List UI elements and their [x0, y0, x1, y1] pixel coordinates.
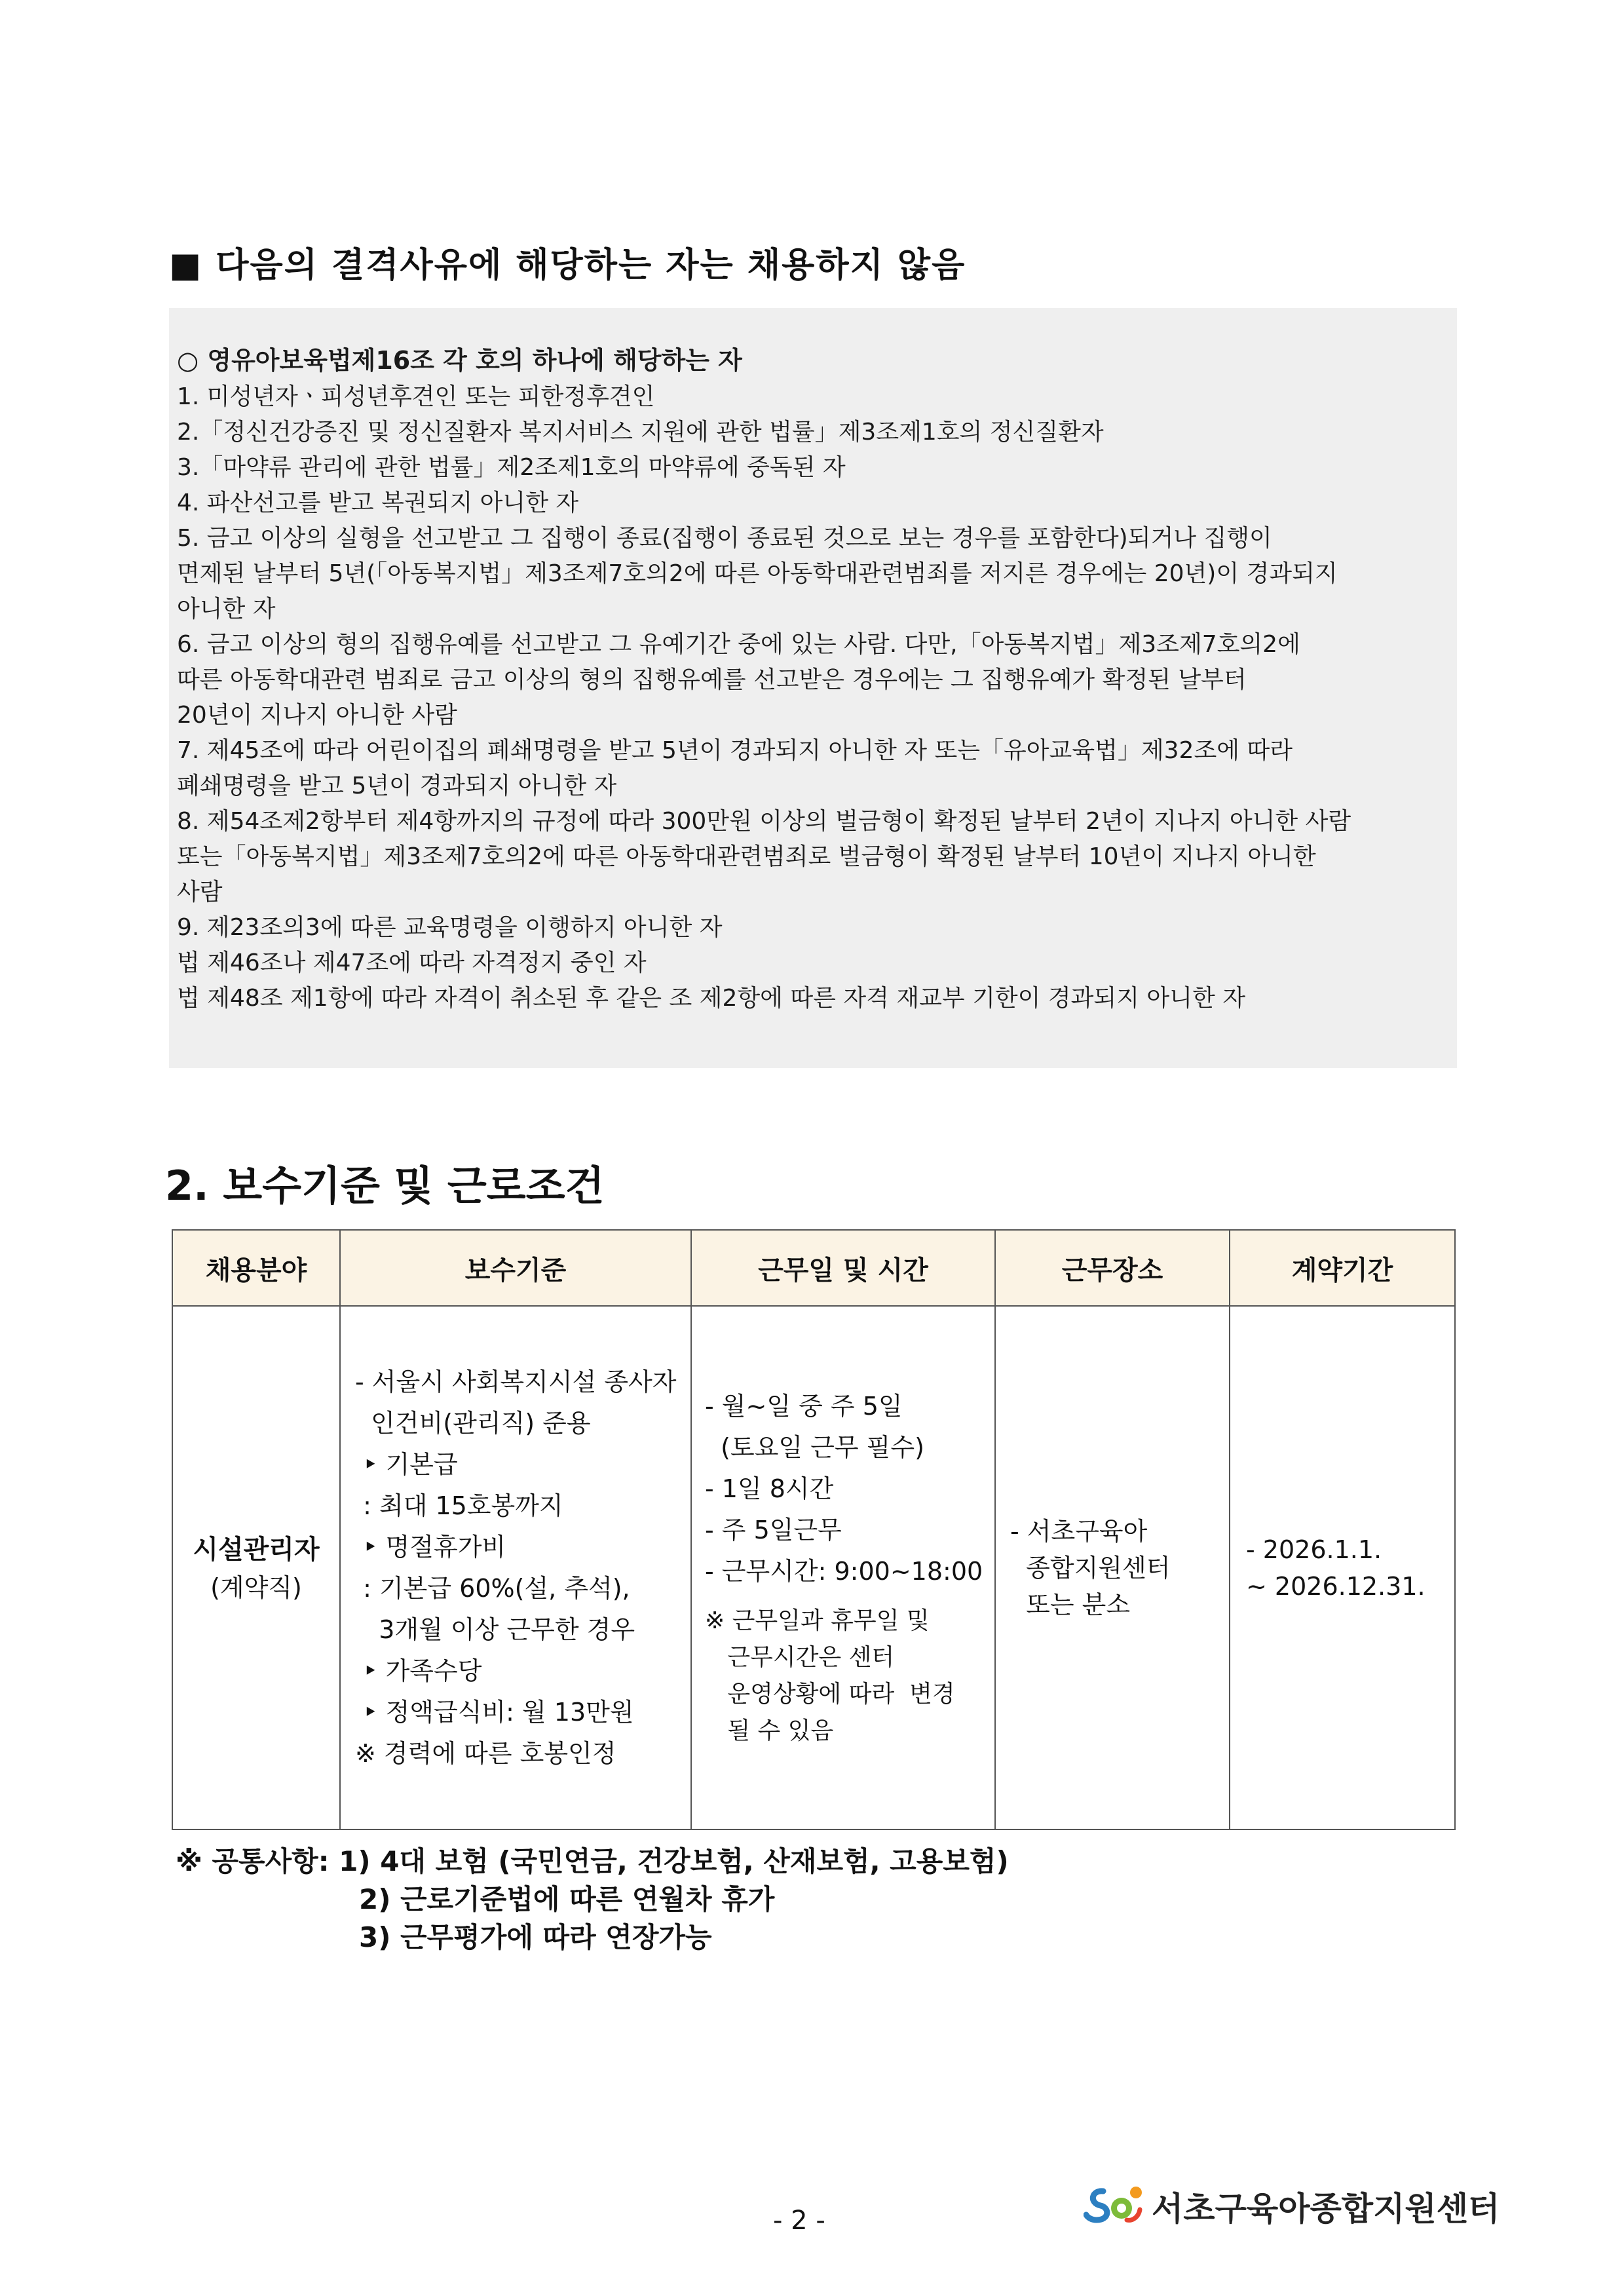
- hours-note-line: 근무시간은 센터: [705, 1644, 895, 1671]
- list-item-continued: 아니한 자: [177, 596, 276, 622]
- center-logo: [1084, 2183, 1500, 2229]
- pay-line: 인건비(관리직) 준용: [355, 1408, 591, 1438]
- pay-line: ‣ 명절휴가비: [355, 1532, 506, 1561]
- list-item: 3.「마약류 관리에 관한 법률」제2조제1호의 마약류에 중독된 자: [177, 454, 846, 481]
- logo-icon: [1084, 2183, 1144, 2229]
- pay-line: ※ 경력에 따른 호봉인정: [355, 1738, 616, 1768]
- list-item-continued: 면제된 날부터 5년(「아동복지법」제3조제7호의2에 따른 아동학대관련범죄를 저지른 경우에는 20년)이 경과되지: [177, 560, 1338, 587]
- pay-line: : 최대 15호봉까지: [355, 1491, 563, 1520]
- list-item-continued: 또는「아동복지법」제3조제7호의2에 따른 아동학대관련범죄로 벌금형이 확정된 날부터 10년이 지나지 아니한: [177, 843, 1316, 870]
- list-item-continued: 폐쇄명령을 받고 5년이 경과되지 아니한 자: [177, 773, 617, 799]
- list-item-continued: 따른 아동학대관련 범죄로 금고 이상의 형의 집행유예를 선고받은 경우에는 그 집행유예가 확정된 날부터: [177, 666, 1247, 693]
- list-item: 9. 제23조의3에 따른 교육명령을 이행하지 아니한 자: [177, 914, 723, 941]
- section-title-pay: 2. 보수기준 및 근로조건: [165, 1162, 605, 1210]
- list-item: 2.「정신건강증진 및 정신질환자 복지서비스 지원에 관한 법률」제3조제1호의 정신질환자: [177, 419, 1104, 446]
- section-title-disqualification: ■ 다음의 결격사유에 해당하는 자는 채용하지 않음: [169, 246, 966, 285]
- list-item: 1. 미성년자ㆍ피성년후견인 또는 피한정후견인: [177, 383, 655, 410]
- list-item: 8. 제54조제2항부터 제4항까지의 규정에 따라 300만원 이상의 벌금형이 확정된 날부터 2년이 지나지 아니한 사람: [177, 808, 1351, 835]
- cell-period: [1230, 1306, 1455, 1829]
- logo-text: 서초구육아종합지원센터: [1152, 2190, 1500, 2228]
- period-line: ~ 2026.12.31.: [1246, 1571, 1426, 1601]
- period-line: - 2026.1.1.: [1246, 1535, 1382, 1564]
- hours-line: - 근무시간: 9:00~18:00: [705, 1557, 983, 1586]
- pay-line: ‣ 가족수당: [355, 1656, 482, 1685]
- list-item: 4. 파산선고를 받고 복권되지 아니한 자: [177, 489, 579, 516]
- hours-line: - 월~일 중 주 5일: [705, 1392, 903, 1421]
- header-period: 계약기간: [1230, 1230, 1455, 1306]
- hours-note-line: 운영상황에 따라 변경: [705, 1681, 955, 1708]
- cell-field: [172, 1306, 340, 1829]
- list-item-continued: 사람: [177, 879, 223, 906]
- hours-line: - 주 5일근무: [705, 1516, 842, 1544]
- hours-note-line: ※ 근무일과 휴무일 및: [705, 1607, 930, 1634]
- list-item-continued: 20년이 지나지 아니한 사람: [177, 702, 457, 729]
- pay-line: - 서울시 사회복지시설 종사자: [355, 1367, 677, 1396]
- list-heading: ○ 영유아보육법제16조 각 호의 하나에 해당하는 자: [177, 346, 742, 375]
- disqualification-box: [169, 308, 1457, 1068]
- common-terms-line: 3) 근무평가에 따라 연장가능: [359, 1921, 712, 1953]
- field-type: (계약직): [210, 1573, 302, 1602]
- list-item-continued: 법 제46조나 제47조에 따라 자격정지 중인 자: [177, 949, 647, 976]
- header-pay: 보수기준: [340, 1230, 691, 1306]
- header-field: 채용분야: [172, 1230, 340, 1306]
- header-place: 근무장소: [995, 1230, 1230, 1306]
- cell-hours: [691, 1306, 995, 1829]
- pay-line: : 기본급 60%(설, 추석),: [355, 1573, 630, 1603]
- place-line: 종합지원센터: [1010, 1553, 1171, 1582]
- header-hours: 근무일 및 시간: [691, 1230, 995, 1306]
- pay-line: 3개월 이상 근무한 경우: [355, 1615, 635, 1644]
- table-header-row: [172, 1230, 1455, 1306]
- hours-note-line: 될 수 있음: [705, 1717, 834, 1744]
- field-name: 시설관리자: [193, 1534, 320, 1565]
- pay-line: ‣ 기본급: [355, 1449, 458, 1479]
- list-item: 6. 금고 이상의 형의 집행유예를 선고받고 그 유예기간 중에 있는 사람. 다만,「아동복지법」제3조제7호의2에: [177, 631, 1300, 658]
- pay-line: ‣ 정액급식비: 월 13만원: [355, 1697, 634, 1727]
- common-terms-line: ※ 공통사항: 1) 4대 보험 (국민연금, 건강보험, 산재보험, 고용보험): [176, 1845, 1009, 1877]
- table-row: [172, 1306, 1455, 1829]
- list-item: 5. 금고 이상의 실형을 선고받고 그 집행이 종료(집행이 종료된 것으로 보는 경우를 포함한다)되거나 집행이: [177, 525, 1272, 552]
- list-item-continued: 법 제48조 제1항에 따라 자격이 취소된 후 같은 조 제2항에 따른 자격 재교부 기한이 경과되지 아니한 자: [177, 985, 1245, 1012]
- hours-line: (토요일 근무 필수): [705, 1433, 924, 1462]
- pay-table: [172, 1229, 1456, 1830]
- common-terms-line: 2) 근로기준법에 따른 연월차 휴가: [359, 1883, 775, 1915]
- place-line: 또는 분소: [1010, 1590, 1131, 1619]
- page-number: - 2 -: [773, 2206, 825, 2236]
- hours-line: - 1일 8시간: [705, 1474, 834, 1503]
- cell-pay: [340, 1306, 691, 1829]
- list-item: 7. 제45조에 따라 어린이집의 폐쇄명령을 받고 5년이 경과되지 아니한 자 또는「유아교육법」제32조에 따라: [177, 737, 1293, 764]
- place-line: - 서초구육아: [1010, 1516, 1148, 1546]
- cell-place: [995, 1306, 1230, 1829]
